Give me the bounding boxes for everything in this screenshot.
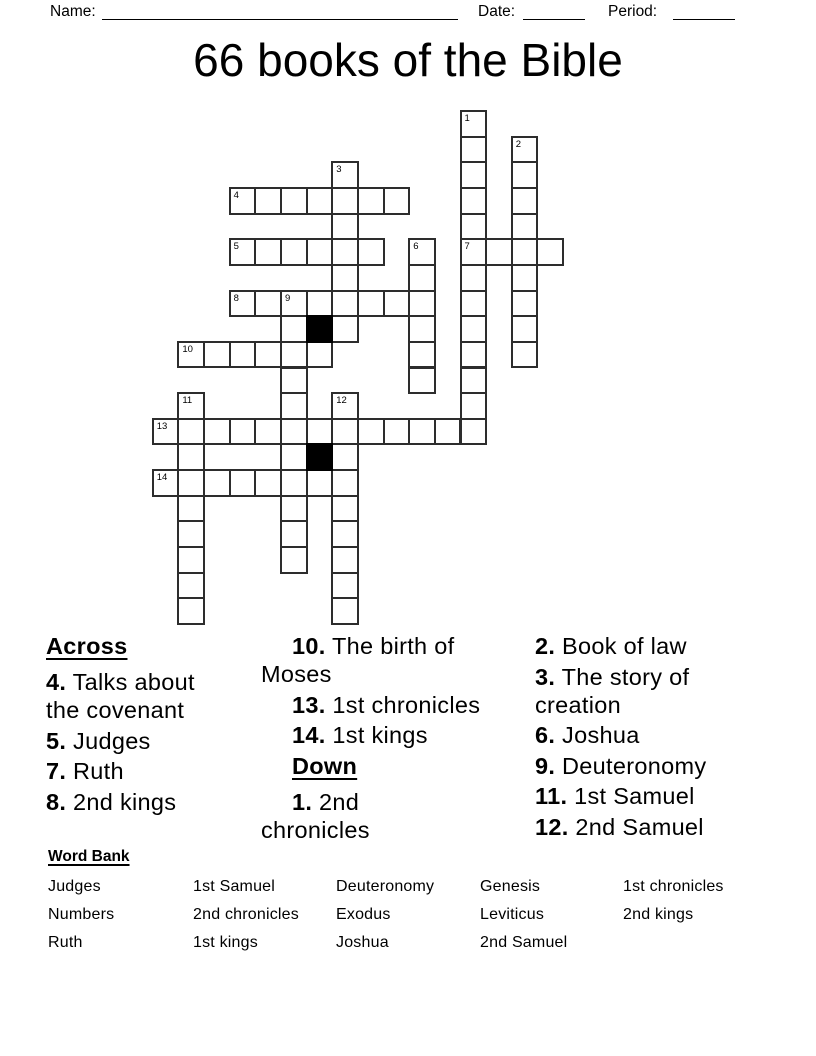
clue-line: chronicles: [261, 816, 370, 843]
grid-cell[interactable]: [357, 290, 385, 318]
filled-cell: [306, 443, 334, 471]
clue-item: [535, 782, 810, 810]
grid-cell[interactable]: [331, 264, 359, 292]
clue-line: 14. 1st kings: [292, 722, 428, 748]
grid-clue-number: 12: [336, 395, 347, 407]
grid-cell[interactable]: [383, 290, 411, 318]
word-bank-entry: Judges: [48, 878, 101, 895]
grid-cell[interactable]: [306, 187, 334, 215]
clue-item: [535, 752, 810, 780]
clue-line: 10. The birth of: [292, 633, 455, 659]
grid-cell[interactable]: [408, 341, 436, 369]
clue-line: 4. Talks about: [46, 669, 195, 695]
clue-line: 1. 2nd: [292, 788, 360, 815]
word-bank-entry: Ruth: [48, 933, 83, 951]
clue-line: 12. 2nd Samuel: [535, 813, 704, 840]
clue-item: [261, 632, 521, 688]
clue-item: [46, 788, 266, 816]
clue-line: 7. Ruth: [46, 758, 124, 784]
clue-number: 3.: [535, 663, 556, 690]
grid-clue-number: 3: [336, 164, 342, 176]
grid-cell[interactable]: [460, 264, 488, 292]
grid-cell[interactable]: [383, 187, 411, 215]
grid-clue-number: 11: [182, 395, 193, 407]
clue-item: [535, 813, 810, 841]
grid-clue-number: 1: [464, 113, 470, 124]
grid-cell[interactable]: [331, 418, 359, 446]
grid-cell[interactable]: [511, 136, 539, 164]
grid-cell[interactable]: [254, 187, 282, 215]
clue-line: 8. 2nd kings: [46, 788, 177, 815]
grid-cell[interactable]: [331, 290, 359, 318]
clue-number: 6.: [535, 722, 556, 748]
page-title: 66 books of the Bible: [193, 34, 623, 86]
clue-number: 5.: [46, 727, 67, 754]
grid-cell[interactable]: [460, 136, 488, 164]
grid-cell[interactable]: [485, 238, 513, 266]
grid-cell[interactable]: [203, 469, 231, 497]
grid-cell[interactable]: [177, 341, 205, 369]
grid-cell[interactable]: [177, 443, 205, 471]
grid-cell[interactable]: [280, 546, 308, 574]
grid-cell[interactable]: [460, 161, 488, 189]
word-bank-entry: Leviticus: [480, 905, 545, 923]
grid-cell[interactable]: [306, 238, 334, 266]
word-bank-entry: Joshua: [336, 933, 389, 951]
grid-cell[interactable]: [177, 546, 205, 574]
grid-clue-number: 10: [182, 343, 193, 355]
grid-cell[interactable]: [306, 469, 334, 497]
grid-cell[interactable]: [177, 392, 205, 420]
grid-cell[interactable]: [408, 264, 436, 292]
grid-cell[interactable]: [460, 238, 488, 266]
grid-cell[interactable]: [460, 187, 488, 215]
grid-cell[interactable]: [357, 238, 385, 266]
clue-item: [261, 788, 521, 844]
word-bank-entry: Exodus: [336, 905, 391, 923]
grid-cell[interactable]: [280, 418, 308, 446]
grid-cell[interactable]: [280, 443, 308, 471]
grid-clue-number: 6: [413, 241, 419, 253]
grid-cell[interactable]: [229, 187, 257, 215]
grid-cell[interactable]: [331, 597, 359, 625]
grid-cell[interactable]: [331, 546, 359, 574]
grid-cell[interactable]: [280, 315, 308, 343]
grid-cell[interactable]: [331, 469, 359, 497]
grid-clue-number: 5: [233, 241, 239, 253]
grid-cell[interactable]: [229, 418, 257, 446]
word-bank-entry: 1st kings: [193, 933, 258, 951]
grid-cell[interactable]: [254, 238, 282, 266]
grid-clue-number: 4: [233, 189, 239, 201]
grid-cell[interactable]: [280, 238, 308, 266]
across-clues: [46, 668, 266, 816]
word-bank-entry: Genesis: [480, 878, 541, 895]
grid-cell[interactable]: [460, 367, 488, 395]
date-label: Date:: [478, 3, 516, 20]
clues-column-3: [535, 632, 810, 843]
grid-cell[interactable]: [152, 418, 180, 446]
grid-cell[interactable]: [434, 418, 462, 446]
grid-cell[interactable]: [280, 367, 308, 395]
word-bank-entry: 2nd Samuel: [480, 933, 568, 951]
clue-number: 7.: [46, 758, 67, 784]
grid-cell[interactable]: [254, 341, 282, 369]
word-bank-entry: Deuteronomy: [336, 878, 435, 895]
grid-cell[interactable]: [357, 418, 385, 446]
grid-cell[interactable]: [511, 213, 539, 241]
grid-cell[interactable]: [408, 238, 436, 266]
grid-cell[interactable]: [460, 290, 488, 318]
word-bank-entry: [623, 929, 773, 957]
grid-cell[interactable]: [331, 392, 359, 420]
down-heading: Down: [292, 752, 358, 779]
clue-item: [535, 632, 810, 660]
clue-number: 4.: [46, 669, 67, 695]
word-bank-entry: 1st chronicles: [623, 878, 724, 895]
grid-cell[interactable]: [152, 469, 180, 497]
grid-cell[interactable]: [511, 315, 539, 343]
filled-cell: [306, 315, 334, 343]
grid-cell[interactable]: [408, 315, 436, 343]
clue-item: [261, 691, 521, 719]
grid-cell[interactable]: [203, 341, 231, 369]
grid-cell[interactable]: [177, 418, 205, 446]
word-bank-entry: 2nd kings: [623, 905, 694, 923]
word-bank: [48, 847, 773, 956]
grid-clue-number: 9: [284, 292, 291, 304]
grid-cell[interactable]: [511, 187, 539, 215]
grid-cell[interactable]: [511, 341, 539, 369]
word-bank-table: [48, 873, 773, 956]
grid-cell[interactable]: [511, 290, 539, 318]
grid-cell[interactable]: [357, 187, 385, 215]
clue-line: the covenant: [46, 697, 185, 723]
word-bank-heading: Word Bank: [48, 848, 130, 865]
grid-cell[interactable]: [331, 520, 359, 548]
clue-item: [535, 663, 810, 719]
across-clues-continued: [261, 632, 521, 749]
grid-cell[interactable]: [254, 418, 282, 446]
grid-cell[interactable]: [203, 418, 231, 446]
grid-cell[interactable]: [511, 264, 539, 292]
clue-number: 11.: [535, 783, 568, 809]
grid-cell[interactable]: [280, 469, 308, 497]
grid-cell[interactable]: [408, 418, 436, 446]
grid-cell[interactable]: [331, 443, 359, 471]
clue-item: [46, 668, 266, 724]
clue-item: [46, 727, 266, 755]
clue-number: 10.: [292, 633, 326, 659]
clue-number: 14.: [292, 722, 326, 748]
clue-item: [46, 757, 266, 785]
grid-cell[interactable]: [177, 572, 205, 600]
grid-cell[interactable]: [306, 418, 334, 446]
grid-cell[interactable]: [460, 341, 488, 369]
clue-item: [535, 721, 810, 749]
grid-cell[interactable]: [331, 213, 359, 241]
name-label: Name:: [50, 3, 96, 20]
clue-number: 2.: [535, 633, 556, 659]
grid-cell[interactable]: [408, 367, 436, 395]
grid-cell[interactable]: [254, 290, 282, 318]
clue-line: 6. Joshua: [535, 722, 640, 748]
clue-line: Moses: [261, 661, 332, 687]
grid-cell[interactable]: [177, 597, 205, 625]
clue-item: [261, 721, 521, 749]
period-label: Period:: [608, 3, 658, 20]
grid-cell[interactable]: [460, 315, 488, 343]
clue-number: 13.: [292, 691, 326, 718]
grid-cell[interactable]: [408, 290, 436, 318]
clue-line: 5. Judges: [46, 727, 151, 754]
grid-clue-number: 2: [515, 138, 522, 150]
grid-cell[interactable]: [331, 315, 359, 343]
grid-clue-number: 8: [233, 292, 239, 304]
grid-cell[interactable]: [280, 187, 308, 215]
grid-cell[interactable]: [280, 392, 308, 420]
grid-cell[interactable]: [229, 238, 257, 266]
grid-cell[interactable]: [306, 341, 334, 369]
grid-cell[interactable]: [460, 110, 488, 138]
grid-cell[interactable]: [331, 572, 359, 600]
clues-column-2: [261, 632, 521, 846]
grid-cell[interactable]: [254, 469, 282, 497]
grid-clue-number: 14: [156, 472, 168, 484]
grid-cell[interactable]: [280, 341, 308, 369]
grid-cell[interactable]: [280, 495, 308, 523]
grid-cell[interactable]: [511, 238, 539, 266]
clue-line: 2. Book of law: [535, 633, 687, 659]
clue-line: 13. 1st chronicles: [292, 691, 481, 718]
grid-cell[interactable]: [280, 290, 308, 318]
grid-cell[interactable]: [383, 418, 411, 446]
grid-cell[interactable]: [177, 520, 205, 548]
grid-cell[interactable]: [331, 187, 359, 215]
grid-cell[interactable]: [460, 392, 488, 420]
grid-cell[interactable]: [229, 469, 257, 497]
grid-cell[interactable]: [280, 520, 308, 548]
clue-line: 3. The story of: [535, 663, 690, 690]
grid-cell[interactable]: [306, 290, 334, 318]
clue-number: 9.: [535, 752, 556, 779]
grid-cell[interactable]: [536, 238, 564, 266]
clue-line: creation: [535, 691, 622, 718]
grid-cell[interactable]: [331, 161, 359, 189]
grid-clue-number: 7: [464, 241, 470, 253]
word-bank-entry: Numbers: [48, 905, 115, 923]
word-bank-entry: 1st Samuel: [193, 878, 276, 895]
clue-line: 9. Deuteronomy: [535, 752, 707, 779]
down-clues-continued: [535, 632, 810, 841]
clue-number: 12.: [535, 813, 569, 840]
grid-clue-number: 13: [156, 420, 168, 432]
word-bank-entry: 2nd chronicles: [193, 905, 299, 923]
grid-cell[interactable]: [460, 418, 488, 446]
grid-cell[interactable]: [229, 290, 257, 318]
grid-cell[interactable]: [331, 495, 359, 523]
grid-cell[interactable]: [331, 238, 359, 266]
clue-line: 11. 1st Samuel: [535, 783, 695, 809]
clues-column-1: [46, 632, 266, 818]
grid-cell[interactable]: [229, 341, 257, 369]
grid-cell[interactable]: [511, 161, 539, 189]
down-clues: [261, 788, 521, 844]
grid-cell[interactable]: [177, 469, 205, 497]
clue-number: 8.: [46, 788, 67, 815]
clue-number: 1.: [292, 788, 313, 815]
grid-cell[interactable]: [460, 213, 488, 241]
across-heading: Across: [46, 633, 128, 659]
grid-cell[interactable]: [177, 495, 205, 523]
